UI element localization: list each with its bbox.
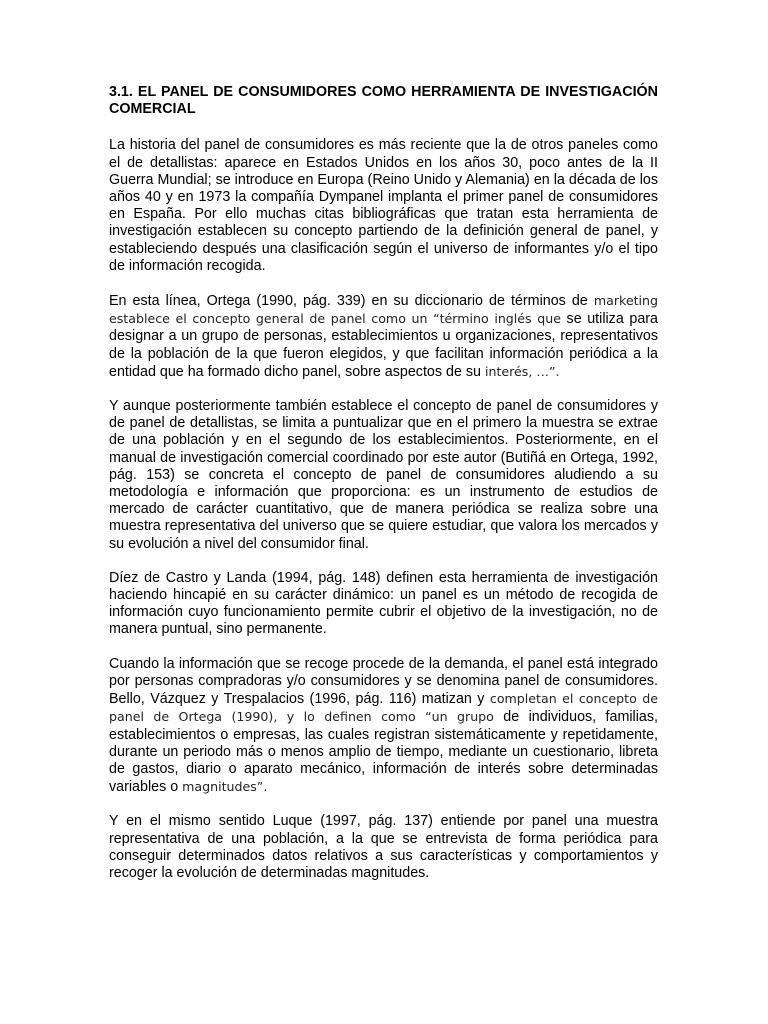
paragraph-diez-castro-landa: Díez de Castro y Landa (1994, pág. 148) definen esta herramienta de investigación haciendo hincapié en su carácter dinámico: un panel es un método de recogida de información cuyo funcionamiento permite cubrir el objetivo de la investigación, no de manera puntual, sino permanente. bbox=[109, 569, 658, 638]
paragraph-ortega-text-c: se utiliza para designar a un grupo de personas, establecimientos u organizaciones, representativos de la población de la que fueron elegidos, y que facilitan información periódica a la entidad que ha formado dicho panel, sobre aspectos de su bbox=[109, 311, 658, 380]
paragraph-luque-definition: Y en el mismo sentido Luque (1997, pág. 137) entiende por panel una muestra representativa de una población, a la que se entrevista de forma periódica para conseguir determinados datos relativos a sus características y comportamientos y recoger la evolución de determinadas magnitudes. bbox=[109, 813, 658, 881]
paragraph-bello-vazquez-trespalacios bbox=[109, 656, 658, 797]
paragraph-bello-quote-start: completan el concepto de panel de Ortega (1990), y lo definen como “un grupo bbox=[109, 691, 658, 725]
paragraph-butina-definition: Y aunque posteriormente también establece el concepto de panel de consumidores y de panel de detallistas, se limita a puntualizar que en el primero la muestra se extrae de una población y en el segundo de los establecimientos. Posteriormente, en el manual de investigación comercial coordinado por este autor (Butiñá en Ortega, 1992, pág. 153) se concreta el concepto de panel de consumidores aludiendo a su metodología e información que proporciona: es un instrumento de estudios de mercado de carácter cuantitativo, que de manera periódica se realiza sobre una muestra representativa del universo que se quiere estudiar, que valora los mercados y su evolución a nivel del consumidor final. bbox=[109, 398, 658, 552]
paragraph-ortega-text-a: En esta línea, Ortega (1990, pág. 339) en su diccionario de términos de bbox=[109, 293, 588, 310]
paragraph-bello-quote-end: magnitudes”. bbox=[182, 779, 268, 795]
paragraph-ortega-quote-end: interés, …”. bbox=[484, 363, 560, 379]
paragraph-ortega-definition bbox=[109, 292, 658, 381]
document-page bbox=[109, 84, 658, 899]
paragraph-history: La historia del panel de consumidores es más reciente que la de otros paneles como el de detallistas: aparece en Estados Unidos en los años 30, poco antes de la II Guerra Mundial; se introduce en Europa (Reino Unido y Alemania) en la década de los años 40 y en 1973 la compañía Dympanel implanta el primer panel de consumidores en España. Por ello muchas citas bibliográficas que tratan esta herramienta de investigación establecen su concepto partiendo de la definición general de panel, y estableciendo después una clasificación según el universo de informantes y/o el tipo de información recogida. bbox=[109, 137, 658, 274]
paragraph-ortega-quote-start: marketing establece el concepto general de panel como un “término inglés que bbox=[109, 293, 658, 327]
section-heading: 3.1. EL PANEL DE CONSUMIDORES COMO HERRAMIENTA DE INVESTIGACIÓN COMERCIAL bbox=[109, 84, 658, 118]
paragraph-bello-text-a: Cuando la información que se recoge procede de la demanda, el panel está integrado por personas compradoras y/o consumidores y se denomina panel de consumidores. Bello, Vázquez y Trespalacios (1996, pág. 116) matizan y bbox=[109, 655, 658, 708]
paragraph-bello-text-c: de individuos, familias, establecimientos o empresas, las cuales registran sistemáticamente y repetidamente, durante un periodo más o menos amplio de tiempo, mediante un cuestionario, libreta de gastos, diario o aparato mecánico, información de interés sobre determinadas variables o bbox=[109, 709, 658, 796]
